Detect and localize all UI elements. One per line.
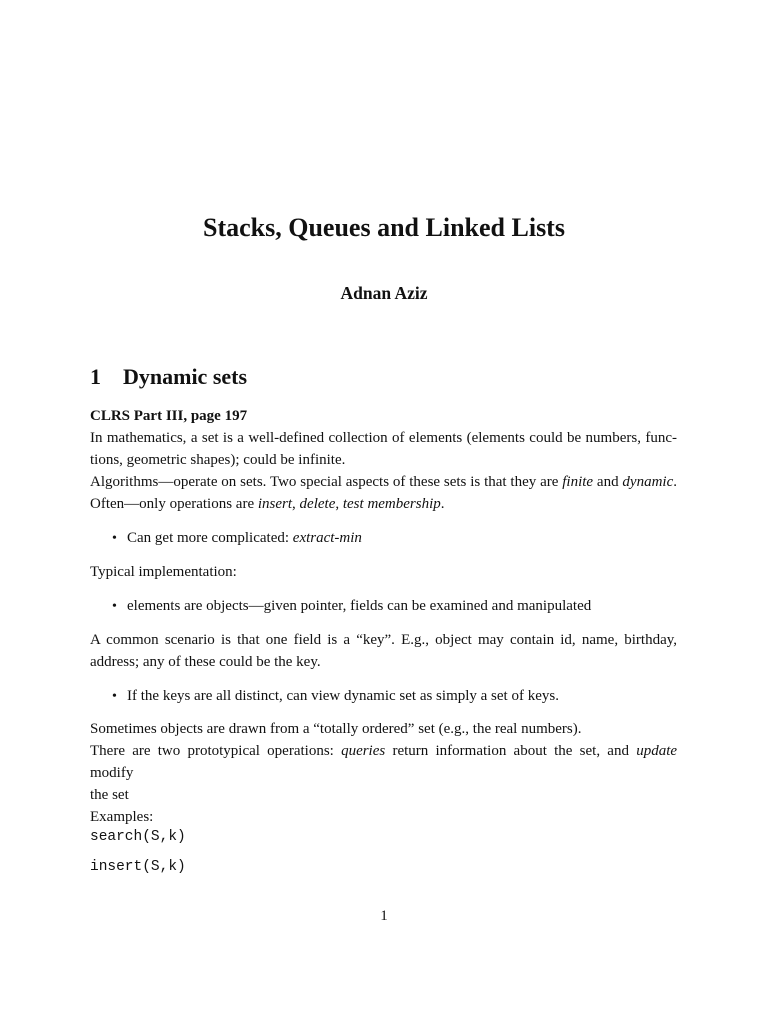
section-number: 1: [90, 364, 101, 389]
emphasis: extract-min: [292, 530, 362, 546]
paragraph-line: Typical implementation:: [90, 564, 237, 580]
text-run: Can get more complicated:: [127, 530, 293, 546]
section-title: Dynamic sets: [123, 364, 248, 389]
text-run: .: [673, 474, 677, 490]
paragraph-line: A common scenario is that one field is a “key”. E.g., object may contain id, name, birthday,: [90, 632, 677, 648]
text-run: .: [440, 496, 445, 512]
text-run: If the keys are all distinct, can view dynamic set as simply a set of keys.: [127, 688, 559, 704]
emphasis: test membership: [342, 496, 441, 512]
reference-line: CLRS Part III, page 197: [90, 408, 248, 424]
page-number: 1: [380, 908, 388, 924]
section-heading: [90, 364, 247, 390]
emphasis: finite: [562, 474, 594, 490]
code-line: search(S,k): [90, 829, 186, 845]
text-run: modify: [90, 765, 134, 781]
paragraph-line: In mathematics, a set is a well-defined collection of elements (elements could be numbers, func-: [90, 430, 677, 446]
text-run: and: [593, 474, 623, 490]
bullet-icon: •: [112, 689, 117, 704]
paragraph-intro: [90, 405, 677, 515]
emphasis: update: [636, 743, 678, 759]
emphasis: queries: [341, 743, 386, 759]
bullet-item: [112, 527, 362, 550]
bullet-icon: •: [112, 531, 117, 546]
text-run: ,: [292, 496, 300, 512]
paragraph-line: [90, 493, 677, 515]
paragraph-line: Sometimes objects are drawn from a “totally ordered” set (e.g., the real numbers).: [90, 721, 582, 737]
emphasis: delete: [299, 496, 336, 512]
author-name: Adnan Aziz: [340, 283, 428, 303]
paragraph-key: [90, 629, 677, 673]
text-run: ,: [335, 496, 343, 512]
document-title: Stacks, Queues and Linked Lists: [203, 213, 565, 242]
text-run: Algorithms—operate on sets. Two special aspects of these sets is that they are: [90, 474, 563, 490]
paragraph-line: tions, geometric shapes); could be infinite.: [90, 452, 346, 468]
paragraph-typical: [90, 561, 677, 583]
text-run: elements are objects—given pointer, fields can be examined and manipulated: [127, 598, 592, 614]
text-run: There are two prototypical operations:: [90, 743, 342, 759]
emphasis: insert: [257, 496, 293, 512]
text-run: return information about the set, and: [385, 743, 637, 759]
paragraph-line: address; any of these could be the key.: [90, 654, 321, 670]
paragraph-operations: [90, 718, 677, 828]
text-run: Often—only operations are: [90, 496, 258, 512]
bullet-item: [112, 685, 559, 708]
paragraph-line: [90, 471, 677, 493]
paragraph-line: [90, 740, 677, 784]
emphasis: dynamic: [622, 474, 674, 490]
paragraph-line: the set: [90, 787, 129, 803]
paragraph-line: Examples:: [90, 809, 154, 825]
bullet-icon: •: [112, 599, 117, 614]
bullet-item: [112, 595, 591, 618]
code-line: insert(S,k): [90, 859, 186, 875]
